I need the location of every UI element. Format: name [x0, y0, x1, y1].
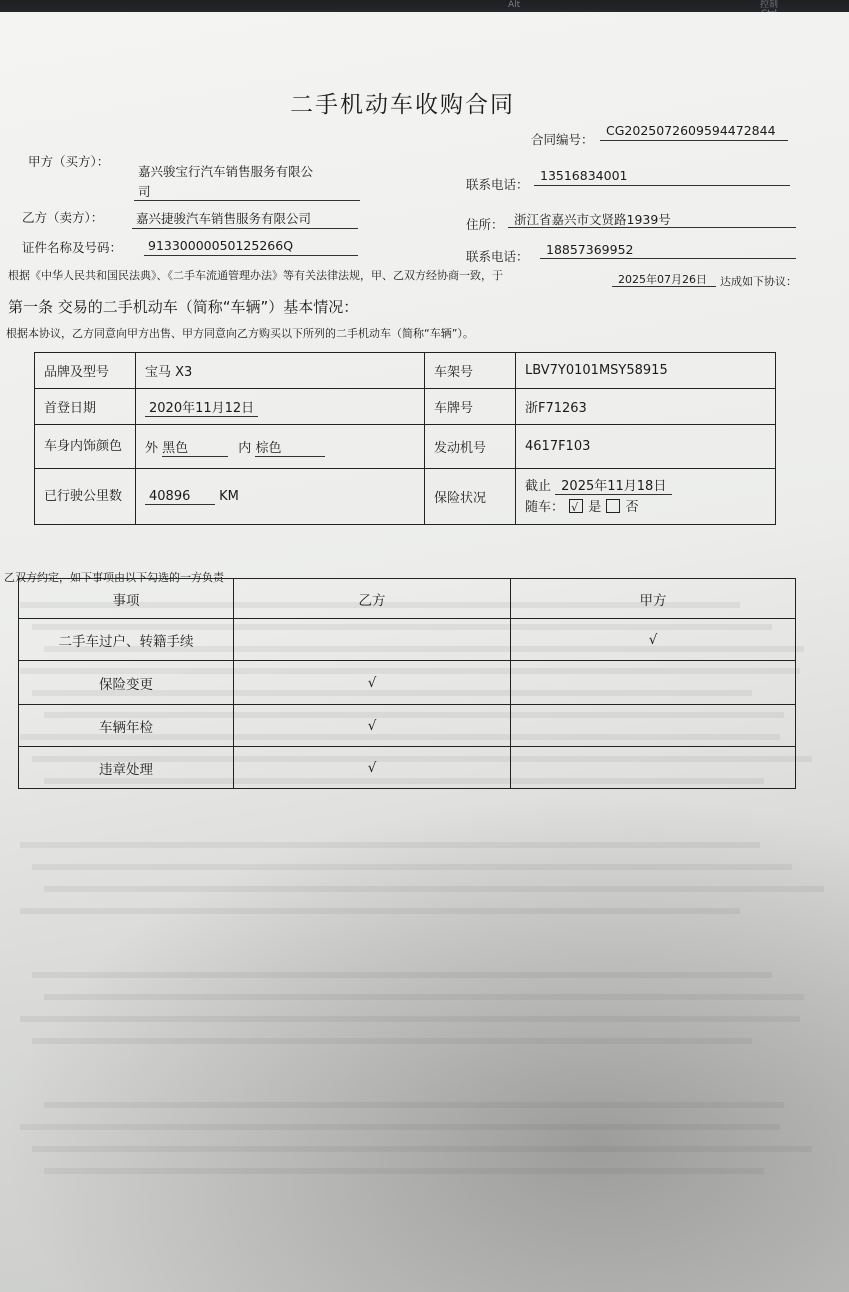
- table-row: [35, 469, 776, 525]
- table-row: [35, 425, 776, 469]
- party-b-label: 乙方（卖方）：: [22, 210, 104, 225]
- inner-color-prefix: 内: [238, 440, 252, 456]
- resp-party-b-mark: √: [234, 747, 511, 789]
- bleed-through-line: [32, 1038, 752, 1044]
- vin-label: 车架号: [425, 353, 516, 389]
- preamble-text: 根据《中华人民共和国民法典》、《二手车流通管理办法》等有关法律法规，甲、乙双方经协商一致，于: [8, 269, 503, 282]
- reg-date-value: 2020年11月12日: [145, 401, 258, 417]
- mileage-cell: [136, 469, 425, 525]
- preamble-date-underline: [612, 286, 716, 287]
- resp-item: 保险变更: [19, 661, 234, 705]
- reg-date-cell: [136, 389, 425, 425]
- insurance-cell: [516, 469, 776, 525]
- insurance-no-checkbox[interactable]: [606, 499, 620, 513]
- table-row: [19, 579, 796, 619]
- contract-no-value: CG2025072609594472844: [606, 123, 776, 138]
- bleed-through-line: [20, 1016, 800, 1022]
- party-b-id-underline: [144, 255, 358, 256]
- mileage-unit: KM: [219, 488, 239, 504]
- brand-value: 宝马 X3: [136, 353, 425, 389]
- engine-label: 发动机号: [425, 425, 516, 469]
- resp-party-a-mark: √: [511, 619, 796, 661]
- insurance-yes-label: 是: [588, 499, 602, 515]
- contract-no-underline: [600, 140, 788, 141]
- vehicle-info-table: [34, 352, 776, 525]
- bleed-through-line: [32, 864, 792, 870]
- article1-intro: 根据本协议，乙方同意向甲方出售、甲方同意向乙方购买以下所列的二手机动车（简称“车辆”）。: [6, 327, 474, 340]
- color-cell: [136, 425, 425, 469]
- insurance-follow-label: 随车：: [525, 499, 565, 515]
- color-label: 车身内饰颜色: [35, 425, 136, 469]
- bleed-through-line: [20, 1124, 780, 1130]
- party-b-phone-underline: [540, 258, 796, 259]
- insurance-label: 保险状况: [425, 469, 516, 525]
- mileage-label: 已行驶公里数: [35, 469, 136, 525]
- bleed-through-line: [44, 1168, 764, 1174]
- brand-label: 品牌及型号: [35, 353, 136, 389]
- ctrl-cn-key-label: 控制: [759, 0, 778, 10]
- party-a-phone-underline: [534, 185, 790, 186]
- reg-date-label: 首登日期: [35, 389, 136, 425]
- party-b-phone-label: 联系电话：: [466, 249, 529, 264]
- preamble-suffix: 达成如下协议：: [720, 275, 797, 288]
- resp-item: 违章处理: [19, 747, 234, 789]
- party-b-name-underline: [132, 228, 358, 229]
- table-row: [35, 353, 776, 389]
- table-row: [19, 619, 796, 661]
- party-b-name: 嘉兴捷骏汽车销售服务有限公司: [136, 211, 312, 226]
- header-party-b: 乙方: [234, 579, 511, 619]
- alt-key-label: Alt: [508, 0, 521, 10]
- responsibility-intro: 乙双方约定，如下事项由以下勾选的一方负责: [4, 571, 224, 584]
- insurance-no-label: 否: [625, 499, 639, 515]
- resp-party-a-mark: [511, 747, 796, 789]
- bleed-through-line: [44, 994, 804, 1000]
- vin-value: LBV7Y0101MSY58915: [516, 353, 776, 389]
- bleed-through-text: [0, 452, 849, 1212]
- bleed-through-line: [32, 972, 772, 978]
- header-party-a: 甲方: [511, 579, 796, 619]
- party-a-name-underline: [134, 200, 360, 201]
- party-a-label: 甲方（买方）：: [28, 154, 110, 169]
- resp-party-a-mark: [511, 661, 796, 705]
- party-b-phone: 18857369952: [546, 242, 634, 257]
- responsibility-table: [18, 578, 796, 789]
- inner-color-value: 棕色: [255, 437, 325, 457]
- party-b-id: 91330000050125266Q: [148, 238, 294, 253]
- resp-party-a-mark: [511, 705, 796, 747]
- party-a-phone: 13516834001: [540, 168, 628, 183]
- plate-label: 车牌号: [425, 389, 516, 425]
- party-b-address-label: 住所：: [466, 217, 504, 232]
- contract-paper: [0, 12, 849, 1292]
- outer-color-value: 黑色: [162, 437, 228, 457]
- party-a-name-line1: 嘉兴骏宝行汽车销售服务有限公: [138, 164, 314, 179]
- party-a-name-line2: 司: [138, 184, 151, 199]
- resp-party-b-mark: [234, 619, 511, 661]
- outer-color-prefix: 外: [145, 440, 159, 456]
- party-b-address-underline: [508, 227, 796, 228]
- insurance-until-date: 2025年11月18日: [555, 479, 672, 495]
- resp-party-b-mark: √: [234, 705, 511, 747]
- resp-party-b-mark: √: [234, 661, 511, 705]
- insurance-until-prefix: 截止: [525, 478, 552, 494]
- preamble-date: 2025年07月26日: [618, 273, 707, 286]
- contract-title: 二手机动车收购合同: [290, 92, 515, 118]
- plate-value: 浙F71263: [516, 389, 776, 425]
- bleed-through-line: [32, 1146, 812, 1152]
- party-b-address: 浙江省嘉兴市文贤路1939号: [514, 212, 671, 227]
- table-row: [19, 747, 796, 789]
- bleed-through-line: [20, 908, 740, 914]
- bleed-through-line: [44, 886, 824, 892]
- engine-value: 4617F103: [516, 425, 776, 469]
- bleed-through-line: [20, 842, 760, 848]
- bleed-through-line: [44, 1102, 784, 1108]
- table-row: [19, 661, 796, 705]
- party-a-phone-label: 联系电话：: [466, 177, 529, 192]
- resp-item: 二手车过户、转籍手续: [19, 619, 234, 661]
- contract-no-label: 合同编号：: [531, 132, 594, 147]
- header-item: 事项: [19, 579, 234, 619]
- insurance-yes-checkbox[interactable]: [569, 499, 583, 513]
- table-row: [19, 705, 796, 747]
- page-shadow: [0, 792, 849, 1292]
- party-b-id-label: 证件名称及号码：: [22, 240, 123, 255]
- mileage-value: 40896: [145, 489, 215, 505]
- table-row: [35, 389, 776, 425]
- article1-heading: 第一条 交易的二手机动车（简称“车辆”）基本情况：: [8, 298, 359, 316]
- resp-item: 车辆年检: [19, 705, 234, 747]
